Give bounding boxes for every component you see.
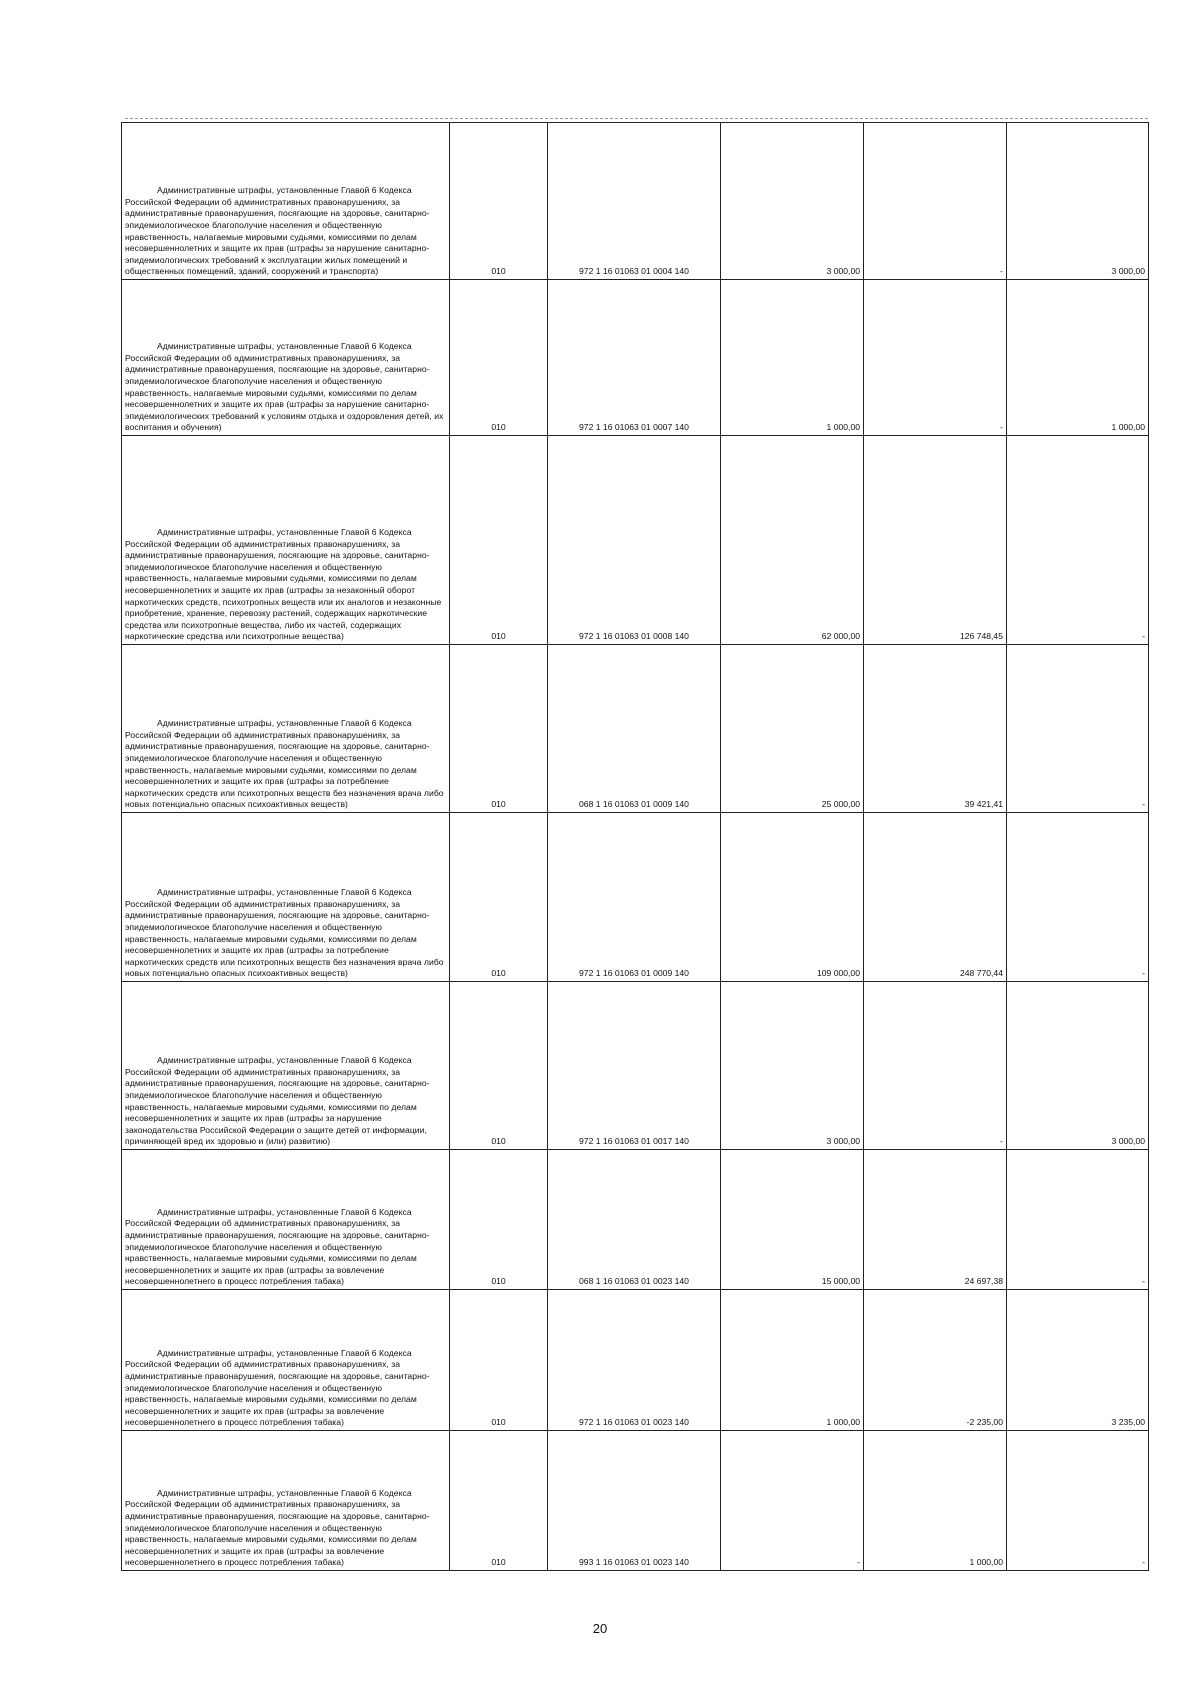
approved-amount-cell: 1 000,00: [721, 1290, 864, 1431]
budget-classification-code-cell: 972 1 16 01063 01 0004 140: [548, 123, 721, 280]
executed-amount-cell: 248 770,44: [864, 813, 1007, 982]
revenue-table: [121, 122, 1149, 1571]
executed-amount-cell: -: [864, 123, 1007, 280]
approved-amount-cell: 15 000,00: [721, 1150, 864, 1290]
line-code-cell: 010: [450, 982, 548, 1150]
unexecuted-amount-cell: -: [1007, 813, 1149, 982]
approved-amount-cell: -: [721, 1431, 864, 1571]
budget-classification-code-cell: 972 1 16 01063 01 0023 140: [548, 1290, 721, 1431]
table-row: [122, 1290, 1149, 1431]
budget-classification-code-cell: 972 1 16 01063 01 0017 140: [548, 982, 721, 1150]
table-row: [122, 280, 1149, 436]
approved-amount-cell: 3 000,00: [721, 982, 864, 1150]
executed-amount-cell: 39 421,41: [864, 645, 1007, 813]
line-code-cell: 010: [450, 436, 548, 645]
budget-classification-code-cell: 972 1 16 01063 01 0009 140: [548, 813, 721, 982]
description-cell: Административные штрафы, установленные Главой 6 Кодекса Российской Федерации об административных правонарушениях, за административные правонарушения, посягающие на здоровье, санитарно-эпидемиологическое благополучие населения и общественную нравственность, налагаемые мировыми судьями, комиссиями по делам несовершеннолетних и защите их прав (штрафы за вовлечение несовершеннолетнего в процесс потребления табака): [122, 1431, 450, 1571]
unexecuted-amount-cell: 1 000,00: [1007, 280, 1149, 436]
budget-classification-code-cell: 068 1 16 01063 01 0023 140: [548, 1150, 721, 1290]
description-cell: Административные штрафы, установленные Главой 6 Кодекса Российской Федерации об административных правонарушениях, за административные правонарушения, посягающие на здоровье, санитарно-эпидемиологическое благополучие населения и общественную нравственность, налагаемые мировыми судьями, комиссиями по делам несовершеннолетних и защите их прав (штрафы за потребление наркотических средств или психотропных веществ без назначения врача либо новых потенциально опасных психоактивных веществ): [122, 645, 450, 813]
description-cell: Административные штрафы, установленные Главой 6 Кодекса Российской Федерации об административных правонарушениях, за административные правонарушения, посягающие на здоровье, санитарно-эпидемиологическое благополучие населения и общественную нравственность, налагаемые мировыми судьями, комиссиями по делам несовершеннолетних и защите их прав (штрафы за нарушение законодательства Российской Федерации о защите детей от информации, причиняющей вред их здоровью и (или) развитию): [122, 982, 450, 1150]
approved-amount-cell: 1 000,00: [721, 280, 864, 436]
budget-classification-code-cell: 993 1 16 01063 01 0023 140: [548, 1431, 721, 1571]
unexecuted-amount-cell: 3 235,00: [1007, 1290, 1149, 1431]
table-row: [122, 123, 1149, 280]
line-code-cell: 010: [450, 123, 548, 280]
description-cell: Административные штрафы, установленные Главой 6 Кодекса Российской Федерации об административных правонарушениях, за административные правонарушения, посягающие на здоровье, санитарно-эпидемиологическое благополучие населения и общественную нравственность, налагаемые мировыми судьями, комиссиями по делам несовершеннолетних и защите их прав (штрафы за нарушение санитарно-эпидемиологических требований к эксплуатации жилых помещений и общественных помещений, зданий, сооружений и транспорта): [122, 123, 450, 280]
table-row: [122, 436, 1149, 645]
table-top-border-fragment: [125, 118, 1148, 119]
approved-amount-cell: 62 000,00: [721, 436, 864, 645]
executed-amount-cell: -: [864, 280, 1007, 436]
approved-amount-cell: 109 000,00: [721, 813, 864, 982]
unexecuted-amount-cell: -: [1007, 1150, 1149, 1290]
line-code-cell: 010: [450, 1431, 548, 1571]
description-cell: Административные штрафы, установленные Главой 6 Кодекса Российской Федерации об административных правонарушениях, за административные правонарушения, посягающие на здоровье, санитарно-эпидемиологическое благополучие населения и общественную нравственность, налагаемые мировыми судьями, комиссиями по делам несовершеннолетних и защите их прав (штрафы за нарушение санитарно-эпидемиологических требований к условиям отдыха и оздоровления детей, их воспитания и обучения): [122, 280, 450, 436]
unexecuted-amount-cell: -: [1007, 1431, 1149, 1571]
page-number: 20: [592, 1621, 608, 1636]
budget-classification-code-cell: 972 1 16 01063 01 0008 140: [548, 436, 721, 645]
executed-amount-cell: 1 000,00: [864, 1431, 1007, 1571]
unexecuted-amount-cell: 3 000,00: [1007, 982, 1149, 1150]
line-code-cell: 010: [450, 1290, 548, 1431]
unexecuted-amount-cell: -: [1007, 645, 1149, 813]
description-cell: Административные штрафы, установленные Главой 6 Кодекса Российской Федерации об административных правонарушениях, за административные правонарушения, посягающие на здоровье, санитарно-эпидемиологическое благополучие населения и общественную нравственность, налагаемые мировыми судьями, комиссиями по делам несовершеннолетних и защите их прав (штрафы за потребление наркотических средств или психотропных веществ без назначения врача либо новых потенциально опасных психоактивных веществ): [122, 813, 450, 982]
table-row: [122, 1150, 1149, 1290]
table-row: [122, 1431, 1149, 1571]
unexecuted-amount-cell: -: [1007, 436, 1149, 645]
budget-classification-code-cell: 972 1 16 01063 01 0007 140: [548, 280, 721, 436]
executed-amount-cell: -: [864, 982, 1007, 1150]
executed-amount-cell: 24 697,38: [864, 1150, 1007, 1290]
executed-amount-cell: -2 235,00: [864, 1290, 1007, 1431]
budget-classification-code-cell: 068 1 16 01063 01 0009 140: [548, 645, 721, 813]
line-code-cell: 010: [450, 645, 548, 813]
approved-amount-cell: 3 000,00: [721, 123, 864, 280]
description-cell: Административные штрафы, установленные Главой 6 Кодекса Российской Федерации об административных правонарушениях, за административные правонарушения, посягающие на здоровье, санитарно-эпидемиологическое благополучие населения и общественную нравственность, налагаемые мировыми судьями, комиссиями по делам несовершеннолетних и защите их прав (штрафы за вовлечение несовершеннолетнего в процесс потребления табака): [122, 1290, 450, 1431]
table-row: [122, 982, 1149, 1150]
table-row: [122, 813, 1149, 982]
line-code-cell: 010: [450, 1150, 548, 1290]
executed-amount-cell: 126 748,45: [864, 436, 1007, 645]
table-row: [122, 645, 1149, 813]
description-cell: Административные штрафы, установленные Главой 6 Кодекса Российской Федерации об административных правонарушениях, за административные правонарушения, посягающие на здоровье, санитарно-эпидемиологическое благополучие населения и общественную нравственность, налагаемые мировыми судьями, комиссиями по делам несовершеннолетних и защите их прав (штрафы за незаконный оборот наркотических средств, психотропных веществ или их аналогов и незаконные приобретение, хранение, перевозку растений, содержащих наркотические средства или психотропные вещества, либо их частей, содержащих наркотические средства или психотропные вещества): [122, 436, 450, 645]
unexecuted-amount-cell: 3 000,00: [1007, 123, 1149, 280]
description-cell: Административные штрафы, установленные Главой 6 Кодекса Российской Федерации об административных правонарушениях, за административные правонарушения, посягающие на здоровье, санитарно-эпидемиологическое благополучие населения и общественную нравственность, налагаемые мировыми судьями, комиссиями по делам несовершеннолетних и защите их прав (штрафы за вовлечение несовершеннолетнего в процесс потребления табака): [122, 1150, 450, 1290]
line-code-cell: 010: [450, 280, 548, 436]
line-code-cell: 010: [450, 813, 548, 982]
approved-amount-cell: 25 000,00: [721, 645, 864, 813]
